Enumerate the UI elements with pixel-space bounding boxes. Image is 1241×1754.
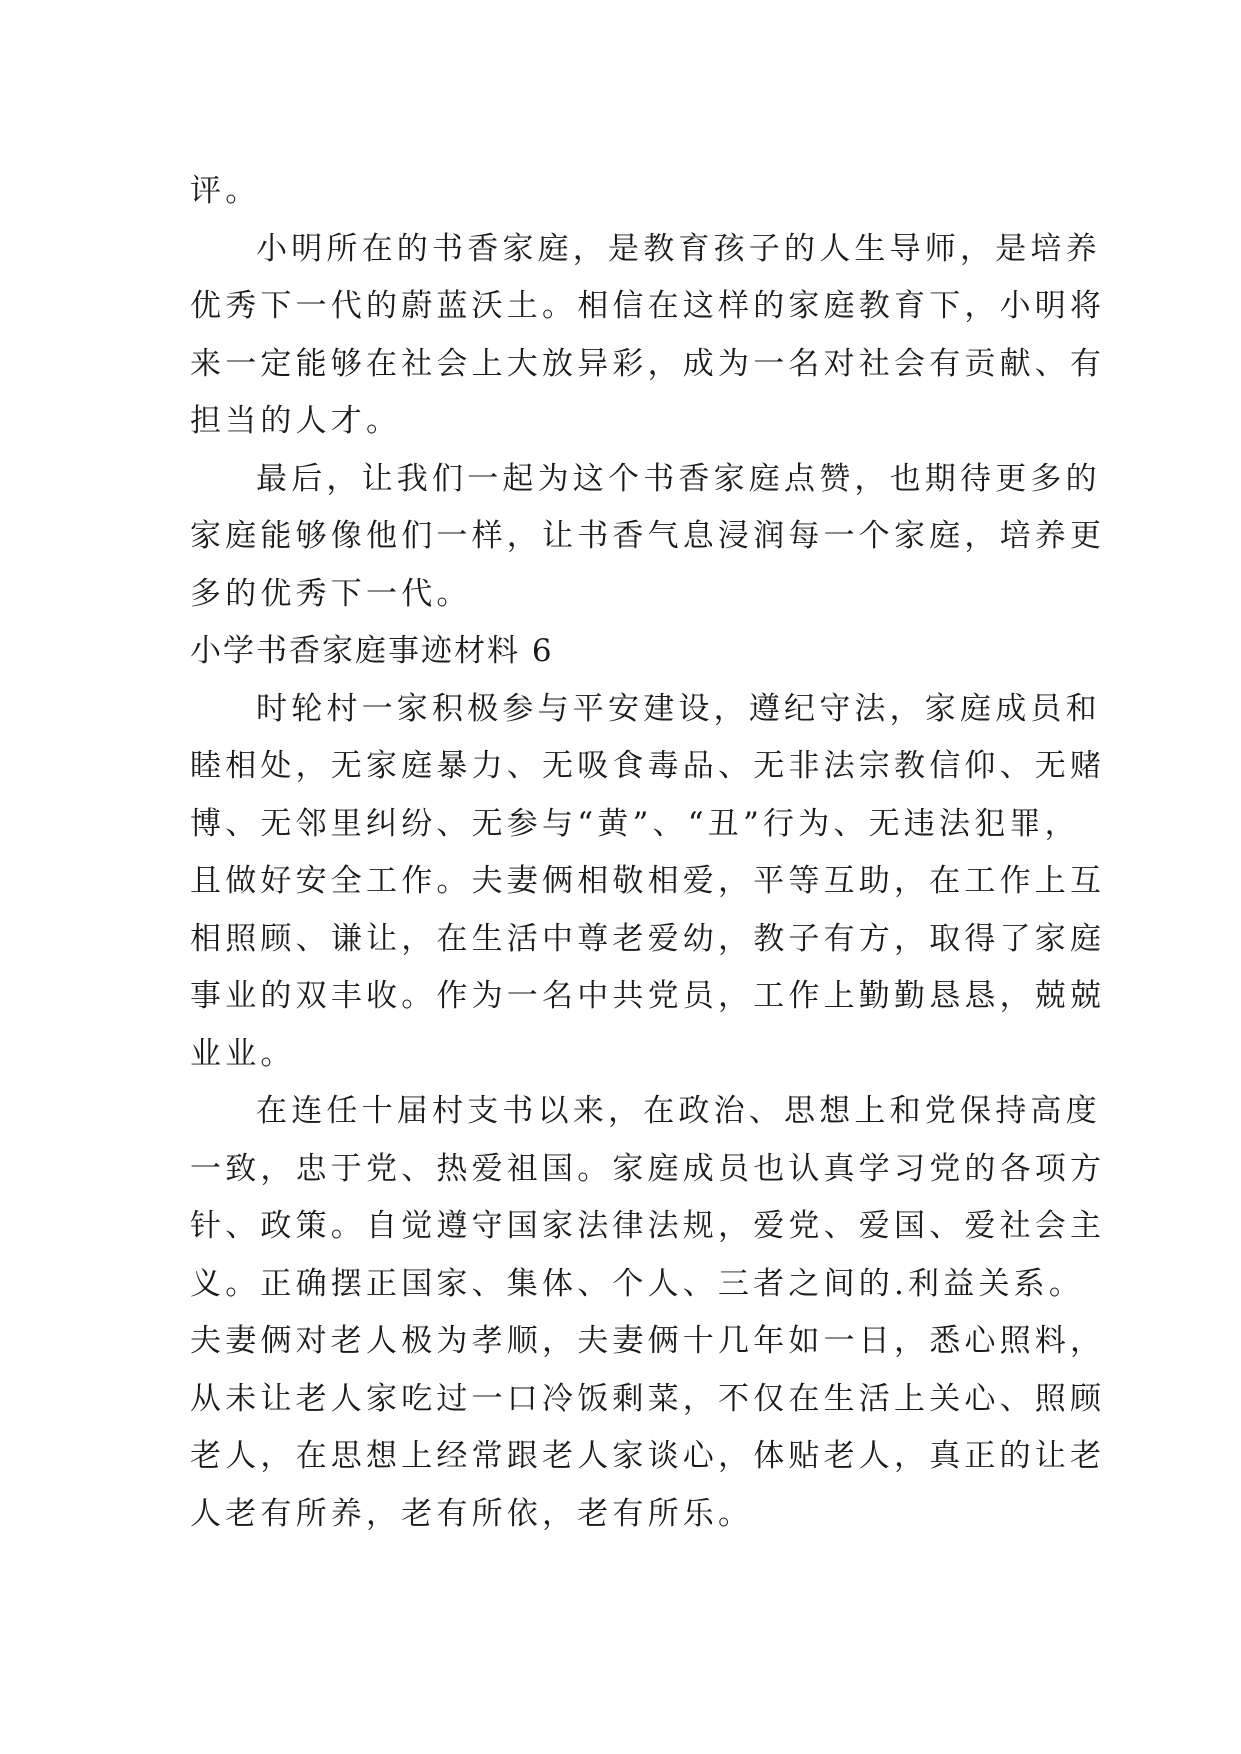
text-line: 从未让老人家吃过一口冷饭剩菜，不仅在生活上关心、照顾 — [190, 1380, 1106, 1417]
paragraph — [190, 1083, 1106, 1543]
document-body — [190, 163, 1106, 1543]
text-line: 评。 — [190, 173, 261, 209]
text-line: 业业。 — [190, 1035, 296, 1072]
text-line: 家庭能够像他们一样，让书香气息浸润每一个家庭，培养更 — [190, 518, 1106, 554]
text-line: 小明所在的书香家庭，是教育孩子的人生导师，是培养 — [256, 230, 1101, 267]
text-line: 一致，忠于党、热爱祖国。家庭成员也认真学习党的各项方 — [190, 1150, 1106, 1187]
text-line: 夫妻俩对老人极为孝顺，夫妻俩十几年如一日，悉心照料， — [190, 1323, 1106, 1359]
paragraph — [190, 163, 1050, 221]
text-line: 博、无邻里纠纷、无参与“黄”、“丑”行为、无违法犯罪， — [190, 805, 1080, 842]
text-line: 优秀下一代的蔚蓝沃土。相信在这样的家庭教育下，小明将 — [190, 288, 1106, 324]
text-line: 最后，让我们一起为这个书香家庭点赞，也期待更多的 — [256, 460, 1101, 497]
text-line: 来一定能够在社会上大放异彩，成为一名对社会有贡献、有 — [190, 345, 1106, 382]
text-line: 义。正确摆正国家、集体、个人、三者之间的.利益关系。 — [190, 1265, 1085, 1302]
text-line: 老人，在思想上经常跟老人家谈心，体贴老人，真正的让老 — [190, 1438, 1106, 1474]
text-line: 相照顾、谦让，在生活中尊老爱幼，教子有方，取得了家庭 — [190, 920, 1106, 957]
text-line: 担当的人才。 — [190, 403, 402, 439]
text-line: 人老有所养，老有所依，老有所乐。 — [190, 1495, 754, 1532]
paragraph — [190, 451, 1106, 624]
text-line: 在连任十届村支书以来，在政治、思想上和党保持高度 — [256, 1093, 1101, 1129]
text-line: 多的优秀下一代。 — [190, 575, 472, 612]
text-line: 小学书香家庭事迹材料 6 — [190, 633, 554, 669]
text-line: 针、政策。自觉遵守国家法律法规，爱党、爱国、爱社会主 — [190, 1208, 1106, 1244]
paragraph — [190, 681, 1106, 1084]
text-line: 时轮村一家积极参与平安建设，遵纪守法，家庭成员和 — [256, 690, 1101, 727]
text-line: 事业的双丰收。作为一名中共党员，工作上勤勤恳恳，兢兢 — [190, 978, 1106, 1014]
paragraph — [190, 221, 1106, 451]
text-line: 且做好安全工作。夫妻俩相敬相爱，平等互助，在工作上互 — [190, 863, 1106, 899]
section-heading — [190, 623, 1050, 681]
text-line: 睦相处，无家庭暴力、无吸食毒品、无非法宗教信仰、无赌 — [190, 748, 1106, 784]
